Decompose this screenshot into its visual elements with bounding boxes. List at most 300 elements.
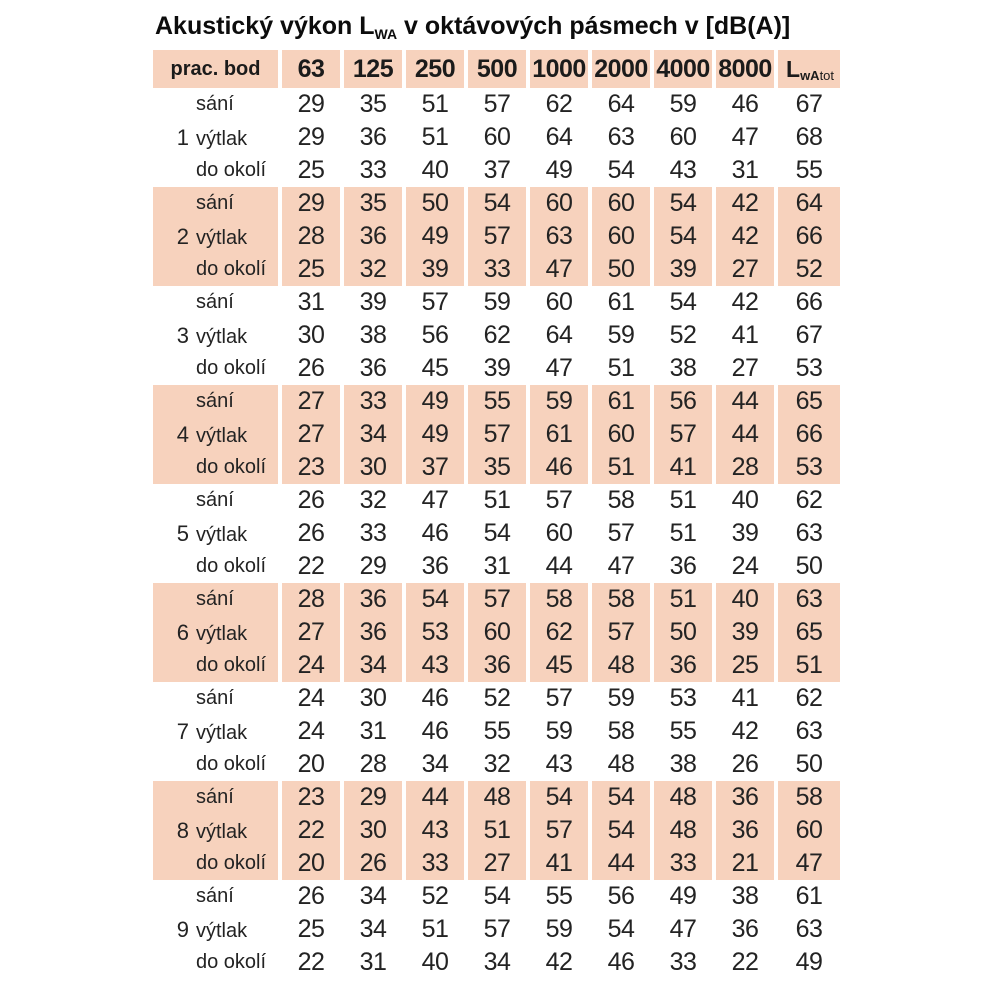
table-row: [153, 616, 840, 649]
value-cell: 35: [468, 451, 526, 484]
value-cell: 54: [468, 187, 526, 220]
table-row: [153, 253, 840, 286]
value-cell: 29: [282, 88, 340, 121]
value-cell: 42: [716, 286, 774, 319]
value-cell: 35: [344, 88, 402, 121]
value-cell: 25: [282, 154, 340, 187]
value-cell: 51: [592, 451, 650, 484]
value-cell: 57: [468, 88, 526, 121]
table-row: [153, 517, 840, 550]
value-cell: 55: [778, 154, 840, 187]
group-number: 2: [176, 223, 189, 249]
value-cell: 62: [778, 682, 840, 715]
value-cell: 59: [592, 682, 650, 715]
value-cell: 36: [654, 550, 712, 583]
col-header-band: 125: [344, 50, 402, 88]
row-label: sání: [196, 489, 234, 511]
value-cell: 44: [530, 550, 588, 583]
row-label-cell: [153, 913, 278, 946]
value-cell: 60: [530, 187, 588, 220]
value-cell: 57: [468, 583, 526, 616]
value-cell: 65: [778, 385, 840, 418]
table-row: [153, 418, 840, 451]
value-cell: 44: [592, 847, 650, 880]
value-cell: 50: [592, 253, 650, 286]
row-label-cell: [153, 88, 278, 121]
row-label-cell: [153, 649, 278, 682]
table-row: [153, 352, 840, 385]
value-cell: 36: [716, 913, 774, 946]
value-cell: 20: [282, 748, 340, 781]
table-row: [153, 583, 840, 616]
value-cell: 32: [344, 484, 402, 517]
value-cell: 60: [592, 418, 650, 451]
value-cell: 46: [406, 682, 464, 715]
value-cell: 65: [778, 616, 840, 649]
value-cell: 31: [344, 715, 402, 748]
row-label-cell: [153, 880, 278, 913]
group-number: 3: [176, 322, 189, 348]
table-row: [153, 385, 840, 418]
value-cell: 42: [716, 715, 774, 748]
value-cell: 40: [716, 484, 774, 517]
col-header-band: 4000: [654, 50, 712, 88]
value-cell: 63: [530, 220, 588, 253]
value-cell: 51: [592, 352, 650, 385]
value-cell: 41: [716, 319, 774, 352]
header-row: [153, 50, 840, 88]
value-cell: 32: [344, 253, 402, 286]
value-cell: 41: [530, 847, 588, 880]
value-cell: 34: [468, 946, 526, 979]
value-cell: 30: [344, 682, 402, 715]
value-cell: 57: [592, 616, 650, 649]
value-cell: 58: [592, 583, 650, 616]
value-cell: 25: [716, 649, 774, 682]
col-header-band: 2000: [592, 50, 650, 88]
value-cell: 53: [654, 682, 712, 715]
value-cell: 61: [530, 418, 588, 451]
value-cell: 51: [778, 649, 840, 682]
value-cell: 46: [716, 88, 774, 121]
value-cell: 33: [344, 154, 402, 187]
table-row: [153, 913, 840, 946]
title-text-before: Akustický výkon L: [155, 12, 375, 40]
value-cell: 54: [592, 154, 650, 187]
value-cell: 61: [778, 880, 840, 913]
value-cell: 51: [406, 913, 464, 946]
value-cell: 52: [654, 319, 712, 352]
value-cell: 21: [716, 847, 774, 880]
value-cell: 54: [592, 814, 650, 847]
value-cell: 36: [654, 649, 712, 682]
value-cell: 48: [654, 814, 712, 847]
value-cell: 46: [592, 946, 650, 979]
table-row: [153, 286, 840, 319]
value-cell: 30: [344, 814, 402, 847]
value-cell: 68: [778, 121, 840, 154]
value-cell: 60: [468, 121, 526, 154]
value-cell: 60: [592, 187, 650, 220]
row-label-cell: [153, 847, 278, 880]
value-cell: 36: [344, 121, 402, 154]
table-row: [153, 451, 840, 484]
value-cell: 51: [654, 583, 712, 616]
row-label-cell: [153, 385, 278, 418]
value-cell: 44: [716, 385, 774, 418]
table-row: [153, 946, 840, 979]
value-cell: 26: [282, 880, 340, 913]
value-cell: 31: [716, 154, 774, 187]
row-label: sání: [196, 885, 234, 907]
value-cell: 63: [778, 913, 840, 946]
value-cell: 55: [468, 715, 526, 748]
table-row: [153, 319, 840, 352]
value-cell: 46: [530, 451, 588, 484]
value-cell: 27: [716, 253, 774, 286]
value-cell: 58: [592, 715, 650, 748]
value-cell: 59: [592, 319, 650, 352]
row-label: do okolí: [196, 852, 267, 874]
col-header-band: 1000: [530, 50, 588, 88]
lwatot-sub-bold: wA: [800, 67, 820, 83]
row-label: sání: [196, 291, 234, 313]
value-cell: 60: [468, 616, 526, 649]
value-cell: 55: [654, 715, 712, 748]
value-cell: 57: [468, 418, 526, 451]
row-label-cell: [153, 154, 278, 187]
group-number: 7: [176, 718, 189, 744]
value-cell: 66: [778, 418, 840, 451]
value-cell: 27: [468, 847, 526, 880]
title-text-after: v oktávových pásmech v [dB(A)]: [397, 12, 791, 40]
value-cell: 60: [592, 220, 650, 253]
row-label-cell: [153, 550, 278, 583]
row-label-cell: [153, 517, 278, 550]
row-label-cell: [153, 121, 278, 154]
value-cell: 49: [406, 220, 464, 253]
row-label-cell: [153, 946, 278, 979]
value-cell: 41: [654, 451, 712, 484]
value-cell: 66: [778, 220, 840, 253]
value-cell: 39: [468, 352, 526, 385]
value-cell: 57: [406, 286, 464, 319]
row-label-cell: [153, 286, 278, 319]
value-cell: 33: [468, 253, 526, 286]
value-cell: 38: [716, 880, 774, 913]
lwatot-main: L: [786, 55, 801, 82]
value-cell: 47: [406, 484, 464, 517]
value-cell: 43: [406, 814, 464, 847]
value-cell: 56: [654, 385, 712, 418]
value-cell: 50: [778, 550, 840, 583]
value-cell: 63: [778, 517, 840, 550]
table-row: [153, 649, 840, 682]
value-cell: 67: [778, 88, 840, 121]
value-cell: 40: [406, 154, 464, 187]
value-cell: 57: [468, 913, 526, 946]
value-cell: 24: [282, 715, 340, 748]
title-subscript: WA: [374, 26, 398, 42]
value-cell: 42: [716, 220, 774, 253]
value-cell: 57: [654, 418, 712, 451]
row-label: sání: [196, 687, 234, 709]
row-label: do okolí: [196, 159, 267, 181]
row-label-cell: [153, 220, 278, 253]
value-cell: 59: [530, 385, 588, 418]
value-cell: 54: [654, 220, 712, 253]
table-row: [153, 220, 840, 253]
value-cell: 47: [716, 121, 774, 154]
row-label-cell: [153, 814, 278, 847]
value-cell: 37: [468, 154, 526, 187]
value-cell: 45: [406, 352, 464, 385]
value-cell: 55: [468, 385, 526, 418]
table-row: [153, 880, 840, 913]
value-cell: 25: [282, 913, 340, 946]
row-label-cell: [153, 748, 278, 781]
row-label-cell: [153, 319, 278, 352]
value-cell: 49: [406, 418, 464, 451]
value-cell: 43: [406, 649, 464, 682]
value-cell: 50: [778, 748, 840, 781]
table-row: [153, 121, 840, 154]
row-label: do okolí: [196, 357, 267, 379]
value-cell: 58: [592, 484, 650, 517]
row-label: výtlak: [196, 424, 248, 447]
table-row: [153, 781, 840, 814]
value-cell: 53: [778, 352, 840, 385]
value-cell: 51: [468, 484, 526, 517]
value-cell: 59: [530, 913, 588, 946]
value-cell: 29: [282, 121, 340, 154]
value-cell: 22: [716, 946, 774, 979]
value-cell: 38: [654, 352, 712, 385]
row-label-cell: [153, 616, 278, 649]
value-cell: 57: [530, 682, 588, 715]
value-cell: 60: [530, 286, 588, 319]
row-label: do okolí: [196, 654, 267, 676]
row-label: výtlak: [196, 325, 248, 348]
value-cell: 56: [592, 880, 650, 913]
value-cell: 54: [592, 913, 650, 946]
value-cell: 23: [282, 451, 340, 484]
value-cell: 62: [778, 484, 840, 517]
value-cell: 31: [468, 550, 526, 583]
value-cell: 39: [406, 253, 464, 286]
value-cell: 44: [406, 781, 464, 814]
row-label: sání: [196, 192, 234, 214]
row-label-cell: [153, 253, 278, 286]
value-cell: 26: [716, 748, 774, 781]
value-cell: 20: [282, 847, 340, 880]
value-cell: 49: [654, 880, 712, 913]
value-cell: 58: [778, 781, 840, 814]
table-row: [153, 847, 840, 880]
value-cell: 39: [716, 517, 774, 550]
value-cell: 38: [654, 748, 712, 781]
value-cell: 67: [778, 319, 840, 352]
value-cell: 23: [282, 781, 340, 814]
value-cell: 34: [406, 748, 464, 781]
value-cell: 47: [530, 253, 588, 286]
value-cell: 33: [344, 385, 402, 418]
value-cell: 54: [654, 187, 712, 220]
value-cell: 28: [344, 748, 402, 781]
row-label: do okolí: [196, 456, 267, 478]
value-cell: 30: [344, 451, 402, 484]
col-header-prac-bod: prac. bod: [153, 50, 278, 88]
value-cell: 26: [282, 352, 340, 385]
value-cell: 54: [468, 880, 526, 913]
value-cell: 22: [282, 814, 340, 847]
row-label: do okolí: [196, 555, 267, 577]
value-cell: 36: [344, 220, 402, 253]
row-label: sání: [196, 93, 234, 115]
value-cell: 56: [406, 319, 464, 352]
value-cell: 42: [530, 946, 588, 979]
value-cell: 29: [282, 187, 340, 220]
value-cell: 60: [654, 121, 712, 154]
value-cell: 60: [778, 814, 840, 847]
table-row: [153, 88, 840, 121]
row-label-cell: [153, 583, 278, 616]
value-cell: 49: [406, 385, 464, 418]
value-cell: 27: [716, 352, 774, 385]
value-cell: 39: [716, 616, 774, 649]
value-cell: 57: [530, 814, 588, 847]
table-row: [153, 187, 840, 220]
value-cell: 36: [716, 814, 774, 847]
row-label-cell: [153, 484, 278, 517]
value-cell: 31: [282, 286, 340, 319]
col-header-band: 63: [282, 50, 340, 88]
value-cell: 48: [592, 748, 650, 781]
value-cell: 63: [778, 715, 840, 748]
value-cell: 34: [344, 418, 402, 451]
value-cell: 64: [778, 187, 840, 220]
row-label-cell: [153, 451, 278, 484]
value-cell: 66: [778, 286, 840, 319]
value-cell: 54: [592, 781, 650, 814]
value-cell: 36: [468, 649, 526, 682]
value-cell: 53: [778, 451, 840, 484]
table-row: [153, 154, 840, 187]
table-row: [153, 550, 840, 583]
value-cell: 51: [654, 484, 712, 517]
value-cell: 40: [406, 946, 464, 979]
value-cell: 37: [406, 451, 464, 484]
table-header: [153, 50, 840, 88]
table-row: [153, 814, 840, 847]
value-cell: 58: [530, 583, 588, 616]
value-cell: 57: [530, 484, 588, 517]
value-cell: 59: [654, 88, 712, 121]
value-cell: 22: [282, 550, 340, 583]
value-cell: 49: [778, 946, 840, 979]
row-label: výtlak: [196, 127, 248, 150]
value-cell: 32: [468, 748, 526, 781]
value-cell: 46: [406, 715, 464, 748]
value-cell: 40: [716, 583, 774, 616]
value-cell: 47: [654, 913, 712, 946]
row-label-cell: [153, 682, 278, 715]
value-cell: 26: [282, 517, 340, 550]
row-label: do okolí: [196, 258, 267, 280]
value-cell: 59: [468, 286, 526, 319]
value-cell: 48: [592, 649, 650, 682]
value-cell: 36: [344, 616, 402, 649]
value-cell: 51: [406, 121, 464, 154]
row-label-cell: [153, 715, 278, 748]
value-cell: 26: [344, 847, 402, 880]
value-cell: 33: [344, 517, 402, 550]
value-cell: 52: [468, 682, 526, 715]
value-cell: 24: [282, 682, 340, 715]
group-number: 8: [176, 817, 189, 843]
col-header-lwatot: [778, 50, 840, 88]
table-row: [153, 484, 840, 517]
col-header-band: 8000: [716, 50, 774, 88]
row-label-cell: [153, 418, 278, 451]
group-number: 4: [176, 421, 189, 447]
value-cell: 51: [654, 517, 712, 550]
value-cell: 54: [530, 781, 588, 814]
value-cell: 51: [468, 814, 526, 847]
value-cell: 31: [344, 946, 402, 979]
value-cell: 28: [716, 451, 774, 484]
table-body: [153, 88, 840, 979]
row-label: do okolí: [196, 951, 267, 973]
row-label-cell: [153, 781, 278, 814]
value-cell: 41: [716, 682, 774, 715]
lwatot-sub-rest: tot: [819, 67, 835, 83]
value-cell: 48: [468, 781, 526, 814]
row-label-cell: [153, 187, 278, 220]
value-cell: 45: [530, 649, 588, 682]
row-label: do okolí: [196, 753, 267, 775]
row-label: výtlak: [196, 523, 248, 546]
value-cell: 62: [468, 319, 526, 352]
value-cell: 47: [778, 847, 840, 880]
value-cell: 36: [716, 781, 774, 814]
value-cell: 36: [406, 550, 464, 583]
group-number: 5: [176, 520, 189, 546]
value-cell: 28: [282, 220, 340, 253]
row-label: sání: [196, 390, 234, 412]
value-cell: 33: [654, 946, 712, 979]
value-cell: 63: [778, 583, 840, 616]
value-cell: 54: [654, 286, 712, 319]
value-cell: 43: [654, 154, 712, 187]
value-cell: 22: [282, 946, 340, 979]
value-cell: 26: [282, 484, 340, 517]
value-cell: 51: [406, 88, 464, 121]
value-cell: 33: [654, 847, 712, 880]
value-cell: 52: [406, 880, 464, 913]
value-cell: 34: [344, 649, 402, 682]
value-cell: 53: [406, 616, 464, 649]
value-cell: 64: [592, 88, 650, 121]
row-label: výtlak: [196, 919, 248, 942]
value-cell: 27: [282, 418, 340, 451]
value-cell: 44: [716, 418, 774, 451]
col-header-band: 250: [406, 50, 464, 88]
row-label: výtlak: [196, 721, 248, 744]
value-cell: 50: [406, 187, 464, 220]
table-row: [153, 748, 840, 781]
value-cell: 39: [654, 253, 712, 286]
